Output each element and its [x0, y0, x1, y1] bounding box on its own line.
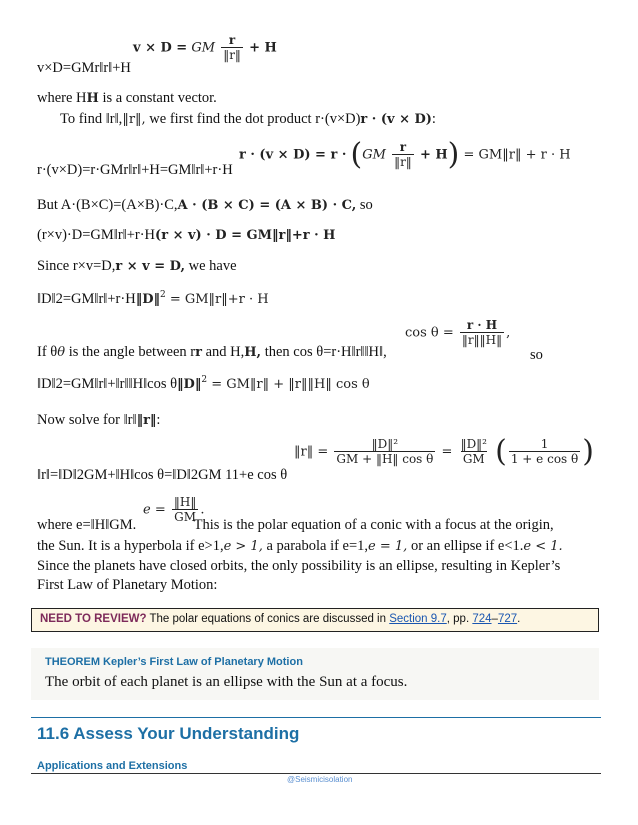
- equation-e-display: e = $\frac{‖H‖}{GM}$ .: [143, 495, 205, 524]
- review-label: NEED TO REVIEW?: [40, 613, 147, 625]
- paragraph-planets-orbits: Since the planets have closed orbits, the only possibility is an ellipse, resulting in Kepler’s: [37, 558, 561, 574]
- section-top-rule: [31, 717, 601, 718]
- paragraph-triple-product: But A·(B×C)=(A×B)·C,A · (B × C) = (A × B) · C, so: [37, 197, 373, 213]
- link-section-9-7[interactable]: Section 9.7: [389, 613, 447, 625]
- paragraph-since-rxv: Since r×v=D,r × v = D, we have: [37, 258, 237, 274]
- equation-dot-product-display: r · (v × D) = r · (GM $\frac{r}{‖r‖}$ + H) = GM‖r‖ + r · H: [239, 137, 571, 172]
- paragraph-to-find: To find ‖r‖,‖r‖, we first find the dot product r·(v×D)r · (v × D):: [60, 111, 436, 127]
- fraction: $\frac{1}{\text{1 + e cos θ}}$: [510, 437, 579, 466]
- word-so: so: [530, 347, 543, 363]
- paragraph-rxv-dot-d: (r×v)·D=GM‖r‖+r·H(r × v) · D = GM‖r‖+r · H: [37, 227, 336, 243]
- paragraph-d-squared: ‖D‖2=GM‖r‖+r·H‖D‖$^2$ = GM‖r‖+r · H: [37, 290, 269, 307]
- paragraph-d-squared-cos: ‖D‖2=GM‖r‖+‖r‖‖H‖cos θ‖D‖$^2$ = GM‖r‖ + ‖r‖‖H‖ cos θ: [37, 375, 370, 392]
- equation-vxd-text: v×D=GMr‖r‖+H: [37, 60, 131, 76]
- fraction: $\frac{r \cdot H}{‖r‖‖H‖}$: [461, 318, 503, 347]
- equation-r-solution-display: ‖r‖ = $\frac{\text{‖D‖²}}{\text{GM + ‖H‖ cos θ}}$ = $\frac{\text{‖D‖²}}{GM}$ ( $\frac{1}{\text{1 + e cos θ}}$ ): [294, 434, 594, 469]
- paragraph-where-e: where e=‖H‖GM. This is the polar equation of a conic with a focus at the origin,: [37, 517, 554, 533]
- theorem-box: [31, 648, 599, 700]
- theorem-title: THEOREM Kepler’s First Law of Planetary Motion: [45, 656, 303, 668]
- equation-cos-theta: cos θ = $\frac{r \cdot H}{‖r‖‖H‖}$ ,: [405, 318, 511, 347]
- paragraph-where-h: where HH is a constant vector.: [37, 90, 217, 106]
- paragraph-first-law: First Law of Planetary Motion:: [37, 577, 218, 593]
- paragraph-if-theta: If θθ is the angle between rr and H,H, then cos θ=r·H‖r‖‖H‖,: [37, 344, 387, 360]
- fraction: $\frac{\text{‖D‖²}}{\text{GM + ‖H‖ cos θ}}$: [336, 437, 434, 466]
- equation-r-solution-text: ‖r‖=‖D‖2GM+‖H‖cos θ=‖D‖2GM 11+e cos θ: [37, 467, 288, 483]
- section-subtitle: Applications and Extensions: [37, 760, 188, 772]
- need-to-review-box: NEED TO REVIEW? The polar equations of conics are discussed in Section 9.7, pp. 724–727.: [31, 608, 599, 632]
- link-page-727[interactable]: 727: [497, 613, 518, 625]
- fraction: $\frac{\text{‖D‖²}}{GM}$: [460, 437, 487, 466]
- fraction: $\frac{r}{‖r‖}$: [394, 140, 412, 169]
- subtitle-rule: [31, 773, 601, 774]
- link-page-724[interactable]: 724: [472, 613, 492, 625]
- watermark: @Seismicisolation: [287, 775, 353, 784]
- equation-dot-product-text: r·(v×D)=r·GMr‖r‖+H=GM‖r‖+r·H: [37, 162, 233, 178]
- theorem-body: The orbit of each planet is an ellipse with the Sun at a focus.: [45, 674, 408, 690]
- fraction: $\frac{‖H‖}{GM}$: [173, 495, 197, 524]
- paragraph-now-solve: Now solve for ‖r‖‖r‖:: [37, 412, 161, 428]
- equation-vxd-display: v × D = GM $\frac{r}{‖r‖}$ + H: [133, 33, 277, 62]
- fraction: $\frac{r}{‖r‖}$: [223, 33, 241, 62]
- section-title: 11.6 Assess Your Understanding: [37, 724, 300, 743]
- paragraph-conic-types: the Sun. It is a hyperbola if e>1,e > 1, a parabola if e=1,e = 1, or an ellipse if e<1.e < 1.: [37, 538, 563, 554]
